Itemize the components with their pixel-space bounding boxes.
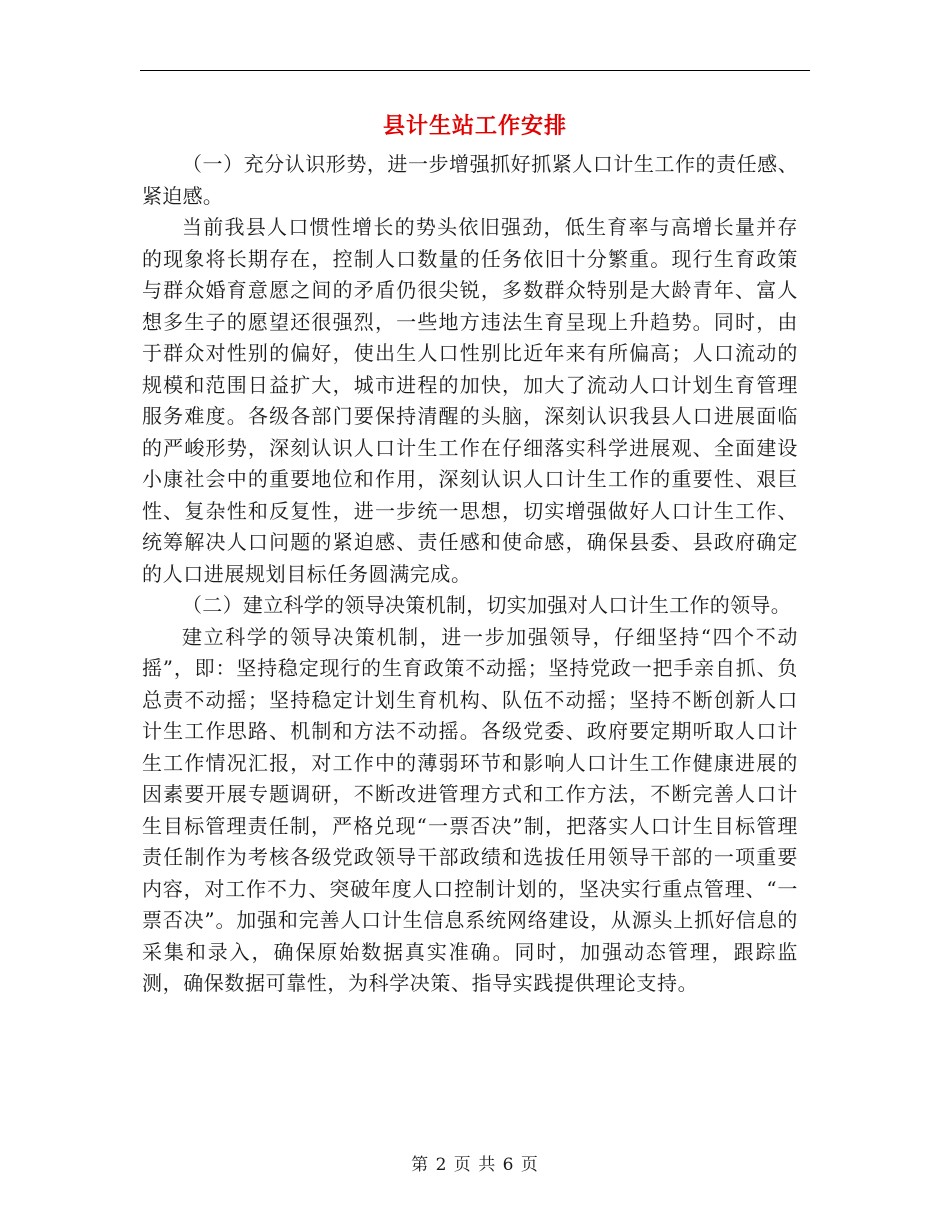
body-paragraph-2: 建立科学的领导决策机制，进一步加强领导，仔细坚持“四个不动摇”，即：坚持稳定现行的生育政策不动摇；坚持党政一把手亲自抓、负总责不动摇；坚持稳定计划生育机构、队伍不动摇；坚持不断创新人口计生工作思路、机制和方法不动摇。各级党委、政府要定期听取人口计生工作情况汇报，对工作中的薄弱环节和影响人口计生工作健康进展的因素要开展专题调研，不断改进管理方式和工作方法，不断完善人口计生目标管理责任制，严格兑现“一票否决”制，把落实人口计生目标管理责任制作为考核各级党政领导干部政绩和选拔任用领导干部的一项重要内容，对工作不力、突破年度人口控制计划的，坚决实行重点管理、“一票否决”。加强和完善人口计生信息系统网络建设，从源头上抓好信息的采集和录入，确保原始数据真实准确。同时，加强动态管理，跟踪监测，确保数据可靠性，为科学决策、指导实践提供理论支持。 (142, 624, 798, 995)
document-title: 县计生站工作安排 (382, 113, 567, 139)
section-heading-1: （一）充分认识形势，进一步增强抓好抓紧人口计生工作的责任感、紧迫感。 (142, 152, 798, 208)
body-paragraph-1: 当前我县人口惯性增长的势头依旧强劲，低生育率与高增长量并存的现象将长期存在，控制人口数量的任务依旧十分繁重。现行生育政策与群众婚育意愿之间的矛盾仍很尖锐，多数群众特别是大龄青年、富人想多生子的愿望还很强烈，一些地方违法生育呈现上升趋势。同时，由于群众对性别的偏好，使出生人口性别比近年来有所偏高；人口流动的规模和范围日益扩大，城市进程的加快，加大了流动人口计划生育管理服务难度。各级各部门要保持清醒的头脑，深刻认识我县人口进展面临的严峻形势，深刻认识人口计生工作在仔细落实科学进展观、全面建设小康社会中的重要地位和作用，深刻认识人口计生工作的重要性、艰巨性、复杂性和反复性，进一步统一思想，切实增强做好人口计生工作、统筹解决人口问题的紧迫感、责任感和使命感，确保县委、县政府确定的人口进展规划目标任务圆满完成。 (142, 215, 798, 586)
page-number-footer: 第 2 页 共 6 页 (411, 1155, 539, 1175)
document-body (142, 149, 798, 1000)
section-heading-2: （二）建立科学的领导决策机制，切实加强对人口计生工作的领导。 (182, 593, 791, 617)
header-rule (140, 70, 810, 71)
